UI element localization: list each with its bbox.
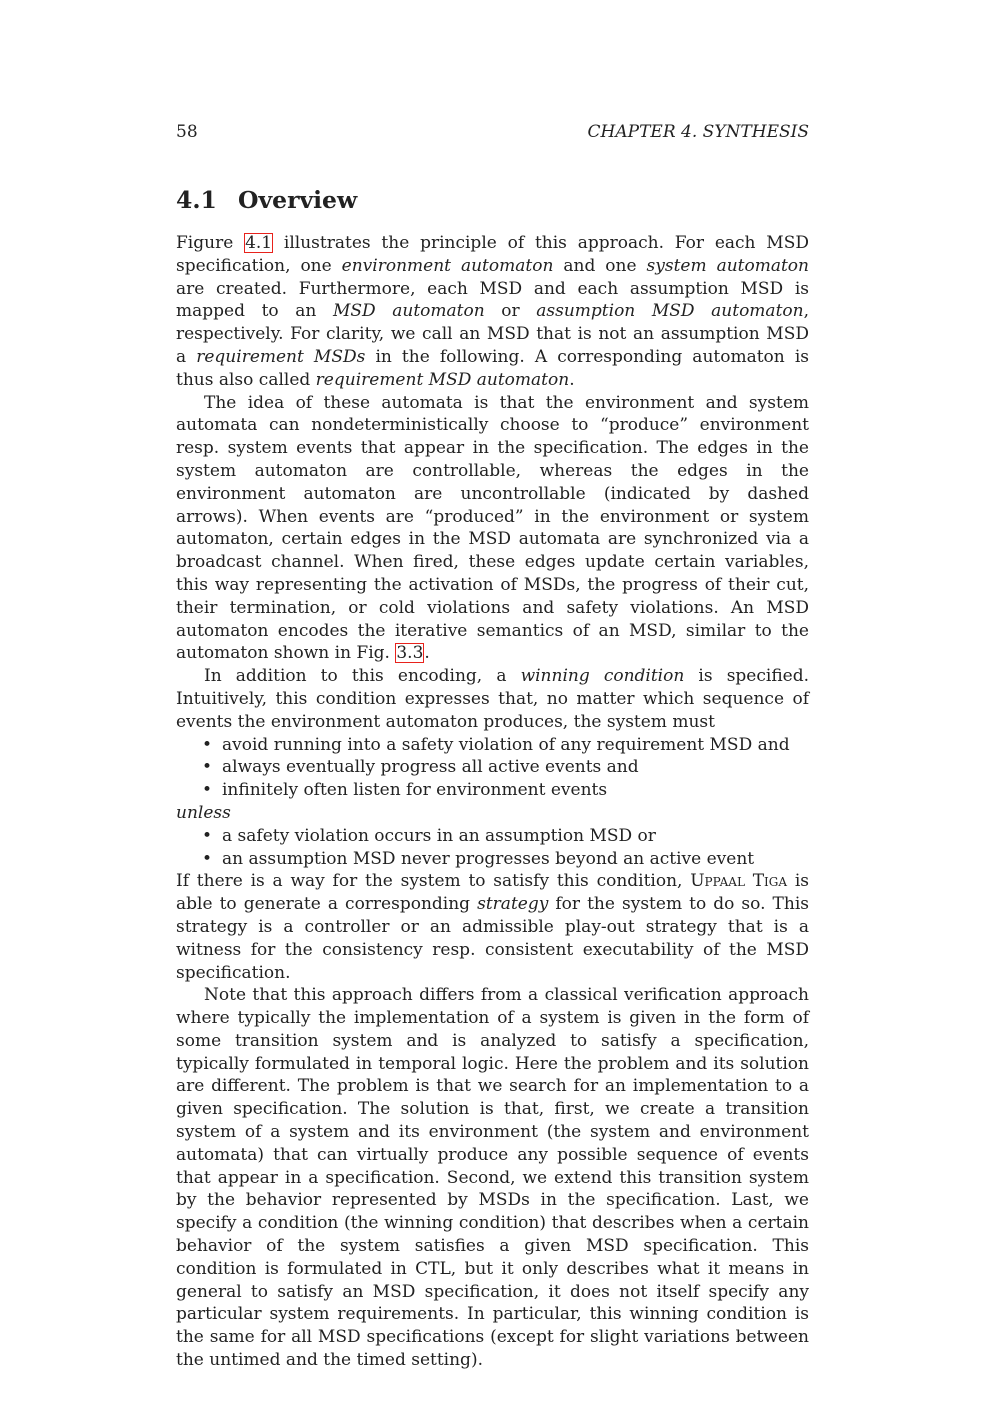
text-run: . (569, 369, 575, 390)
list-item: • an assumption MSD never progresses beyond an active event (176, 848, 809, 871)
system-must-list (176, 734, 809, 802)
list-item: • avoid running into a safety violation of any requirement MSD and (176, 734, 809, 757)
text-run: in the following. A corresponding automaton is thus also called (176, 346, 809, 390)
unless-list (176, 825, 809, 871)
term-strategy: strategy (477, 894, 549, 915)
text-run: Note that this approach differs from a classical verification approach where typically the implementation of a system is given in the form of some transition system and is analyzed to satisfy a specification, typically formulated in temporal logic. Here the problem and its solution are different. The problem is that we search for an implementation to a given specification. The solution is that, first, we create a transition system of a system and its environment (the system and environment automata) that can virtually produce any possible sequence of events that appear in a specification. Second, we extend this transition system by the behavior represented by MSDs in the specification. Last, we specify a condition (the winning condition) that describes when a certain behavior of the system satisfies a given MSD specification. This condition is formulated in CTL, but it only describes what it means in general to satisfy an MSD specification, it does not itself specify any particular system requirements. In particular, this winning condition is the same for all MSD specifications (except for slight variations between the untimed and the timed setting). (176, 985, 809, 1371)
term-requirement-msd-automaton: requirement MSD automaton (315, 369, 570, 390)
figure-ref-4-1-link[interactable]: 4.1 (245, 233, 273, 253)
text-run: are created. Furthermore, each MSD and each assumption MSD is mapped to an (176, 278, 809, 322)
text-run: If there is a way for the system to satisfy this condition, (176, 871, 691, 892)
running-title: CHAPTER 4. SYNTHESIS (587, 122, 809, 142)
text-run: is specified. Intuitively, this condition expresses that, no matter which sequence of events the environment automaton produces, the system must (176, 666, 809, 732)
list-item: • a safety violation occurs in an assumption MSD or (176, 825, 809, 848)
text-run: , respectively. For clarity, we call an MSD that is not an assumption MSD a (176, 301, 809, 367)
paragraph-3 (176, 665, 809, 733)
section-title: Overview (238, 186, 358, 214)
page-header (176, 120, 809, 144)
text-run: The idea of these automata is that the environment and system automata can nondeterministically choose to “produce” environment resp. system events that appear in the specification. The edges in the system automaton are controllable, whereas the edges in the environment automaton are uncontrollable (indicated by dashed arrows). When events are “produced” in the environment or system automaton, certain edges in the MSD automata are synchronized via a broadcast channel. When fired, these edges update certain variables, this way representing the activation of MSDs, the progress of their cut, their termination, or cold violations and safety violations. An MSD automaton encodes the iterative semantics of an MSD, similar to the automaton shown in Fig. (176, 392, 809, 664)
tool-name-uppaal-tiga: Uppaal Tiga (690, 871, 788, 892)
paragraph-4 (176, 870, 809, 984)
text-run: Figure (176, 233, 245, 253)
paragraph-2 (176, 392, 809, 666)
section-number: 4.1 (176, 186, 217, 214)
body-text (176, 232, 809, 1372)
term-system-automaton: system automaton (646, 255, 809, 276)
text-run: or (484, 301, 537, 322)
text-run: In addition to this encoding, a (204, 666, 521, 687)
text-run: and one (553, 255, 647, 276)
text-run: for the system to do so. This strategy is a controller or an admissible play-out strategy that is a witness for the consistency resp. consistent executability of the MSD specification. (176, 894, 809, 983)
term-msd-automaton: MSD automaton (332, 301, 485, 322)
list-item: • infinitely often listen for environment events (176, 779, 809, 802)
page-number: 58 (176, 122, 198, 142)
text-run: illustrates the principle of this approach. For each MSD specification, one (176, 233, 809, 276)
term-requirement-msds: requirement MSDs (196, 346, 366, 367)
list-item: • always eventually progress all active events and (176, 756, 809, 779)
unless-label: unless (176, 802, 231, 823)
figure-ref-3-3-link[interactable]: 3.3 (396, 643, 424, 664)
term-environment-automaton: environment automaton (341, 255, 554, 276)
term-winning-condition: winning condition (520, 666, 685, 687)
paragraph-5 (176, 984, 809, 1372)
paragraph-1 (176, 232, 809, 392)
section-heading (176, 184, 357, 216)
text-run: is able to generate a corresponding (176, 871, 809, 915)
text-run: . (424, 643, 430, 664)
term-assumption-msd-automaton: assumption MSD automaton (536, 301, 804, 322)
